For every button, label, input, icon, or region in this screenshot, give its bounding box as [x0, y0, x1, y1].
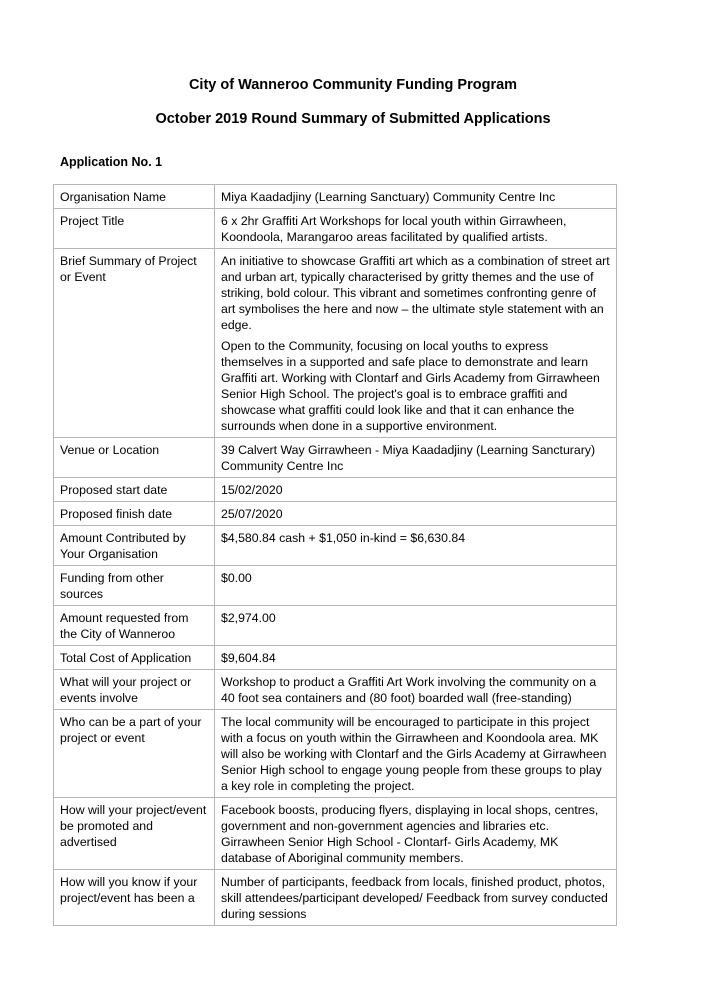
field-value [215, 209, 617, 249]
field-label: How will you know if your project/event has been a [54, 870, 215, 926]
field-label: Total Cost of Application [54, 646, 215, 670]
table-row [54, 798, 617, 870]
table-row [54, 710, 617, 798]
field-value [215, 249, 617, 438]
table-row [54, 185, 617, 209]
value-paragraph: 25/07/2020 [221, 507, 283, 521]
field-value [215, 502, 617, 526]
field-label: What will your project or events involve [54, 670, 215, 710]
table-row [54, 478, 617, 502]
field-label: Proposed start date [54, 478, 215, 502]
table-row [54, 870, 617, 926]
field-label: Amount requested from the City of Wanneroo [54, 606, 215, 646]
table-row [54, 502, 617, 526]
field-value [215, 870, 617, 926]
field-value [215, 606, 617, 646]
value-paragraph: The local community will be encouraged to participate in this project with a focus on youth within the Girrawheen and Koondoola area. MK will also be working with Clontarf and the Girls Academy at Girrawheen Senior High school to engage young people from these groups to play a key role in completing the project. [221, 715, 607, 793]
field-value [215, 798, 617, 870]
value-paragraph: 6 x 2hr Graffiti Art Workshops for local youth within Girrawheen, Koondoola, Marangaroo areas facilitated by qualified artists. [221, 214, 567, 244]
table-row [54, 606, 617, 646]
field-label: Who can be a part of your project or event [54, 710, 215, 798]
application-rows [54, 185, 617, 926]
field-label: Project Title [54, 209, 215, 249]
field-value [215, 478, 617, 502]
value-paragraph: Facebook boosts, producing flyers, displaying in local shops, centres, government and non-government agencies and libraries etc. Girrawheen Senior High School - Clontarf- Girls Academy, MK database of Aboriginal community members. [221, 803, 599, 865]
table-row [54, 646, 617, 670]
table-row [54, 209, 617, 249]
value-paragraph: $0.00 [221, 571, 252, 585]
value-paragraph: 39 Calvert Way Girrawheen - Miya Kaadadjiny (Learning Sancturary) Community Centre Inc [221, 443, 596, 473]
value-paragraph: An initiative to showcase Graffiti art which as a combination of street art and urban art, typically characterised by gritty themes and the use of striking, bold colour. This vibrant and sometimes confronting genre of art symbolises the here and now – the ultimate style statement with an edge. [221, 254, 610, 332]
value-paragraph: Workshop to product a Graffiti Art Work involving the community on a 40 foot sea containers and (80 foot) boarded wall (free-standing) [221, 675, 597, 705]
field-value [215, 670, 617, 710]
value-paragraph: Open to the Community, focusing on local youths to express themselves in a supported and safe place to demonstrate and learn Graffiti art. Working with Clontarf and Girls Academy from Girrawheen Senior High School. The project's goal is to embrace graffiti and showcase what graffiti could look like and that it can enhance the surrounds when done in a supportive environment. [221, 339, 600, 433]
value-paragraph: $4,580.84 cash + $1,050 in-kind = $6,630.84 [221, 531, 466, 545]
field-value [215, 710, 617, 798]
field-label: Amount Contributed by Your Organisation [54, 526, 215, 566]
field-label: Organisation Name [54, 185, 215, 209]
field-value [215, 438, 617, 478]
table-row [54, 249, 617, 438]
value-paragraph: 15/02/2020 [221, 483, 283, 497]
table-row [54, 670, 617, 710]
value-paragraph: $2,974.00 [221, 611, 276, 625]
field-value [215, 566, 617, 606]
field-label: Funding from other sources [54, 566, 215, 606]
document-subtitle: October 2019 Round Summary of Submitted Applications [155, 111, 551, 127]
application-table [53, 184, 617, 926]
table-row [54, 526, 617, 566]
field-label: Brief Summary of Project or Event [54, 249, 215, 438]
field-label: Proposed finish date [54, 502, 215, 526]
table-row [54, 566, 617, 606]
value-paragraph: Number of participants, feedback from locals, finished product, photos, skill attendees/participant developed/ Feedback from survey conducted during sessions [221, 875, 608, 921]
value-paragraph: Miya Kaadadjiny (Learning Sanctuary) Community Centre Inc [221, 190, 556, 204]
document-title: City of Wanneroo Community Funding Program [188, 77, 518, 93]
table-row [54, 438, 617, 478]
value-paragraph: $9,604.84 [221, 651, 276, 665]
field-value [215, 185, 617, 209]
field-value [215, 526, 617, 566]
field-label: Venue or Location [54, 438, 215, 478]
field-value [215, 646, 617, 670]
field-label: How will your project/event be promoted and advertised [54, 798, 215, 870]
application-number: Application No. 1 [60, 155, 163, 169]
